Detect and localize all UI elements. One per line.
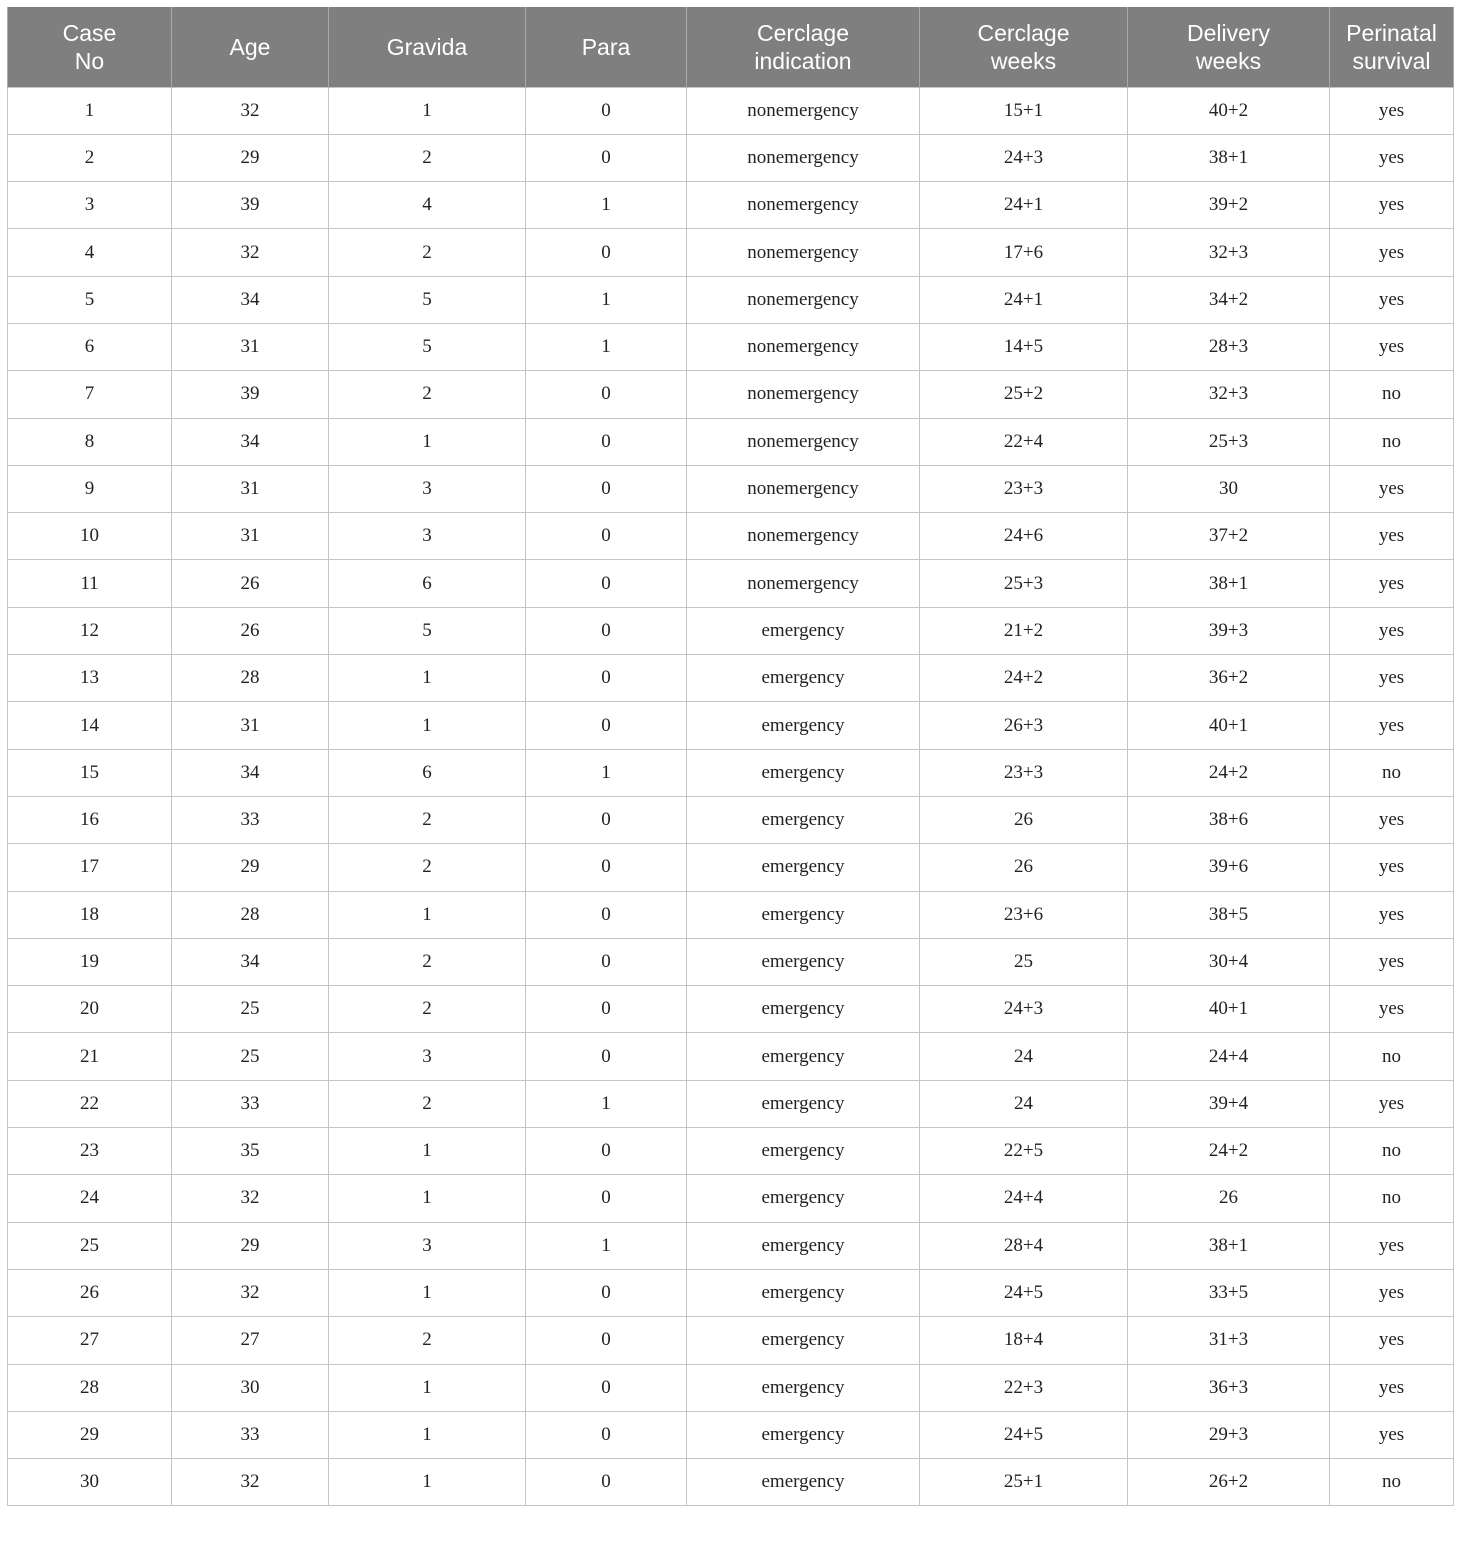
cell-cerclage-indication: emergency: [687, 1459, 920, 1506]
cell-delivery-weeks: 39+6: [1128, 844, 1330, 891]
cell-gravida: 5: [329, 323, 526, 370]
cell-perinatal-survival: yes: [1330, 986, 1454, 1033]
cell-gravida: 6: [329, 560, 526, 607]
cell-gravida: 4: [329, 182, 526, 229]
cell-age: 32: [172, 1175, 329, 1222]
cell-age: 28: [172, 891, 329, 938]
table-row: [8, 749, 1454, 796]
cell-delivery-weeks: 31+3: [1128, 1317, 1330, 1364]
table-row: [8, 182, 1454, 229]
cell-case-no: 22: [8, 1080, 172, 1127]
cell-age: 26: [172, 607, 329, 654]
cell-gravida: 3: [329, 465, 526, 512]
cell-cerclage-weeks: 22+4: [920, 418, 1128, 465]
cell-para: 0: [526, 938, 687, 985]
cell-delivery-weeks: 25+3: [1128, 418, 1330, 465]
cell-delivery-weeks: 26: [1128, 1175, 1330, 1222]
cell-perinatal-survival: yes: [1330, 87, 1454, 134]
cell-cerclage-weeks: 26: [920, 844, 1128, 891]
cell-para: 1: [526, 749, 687, 796]
header-label-line: No: [74, 47, 105, 74]
cell-case-no: 16: [8, 796, 172, 843]
cell-cerclage-weeks: 26+3: [920, 702, 1128, 749]
cell-case-no: 5: [8, 276, 172, 323]
cell-age: 34: [172, 938, 329, 985]
cell-perinatal-survival: no: [1330, 1175, 1454, 1222]
cell-para: 0: [526, 513, 687, 560]
table-row: [8, 702, 1454, 749]
cell-age: 32: [172, 1269, 329, 1316]
cell-cerclage-indication: nonemergency: [687, 371, 920, 418]
header-case-no: [8, 7, 172, 87]
table-row: [8, 276, 1454, 323]
cell-cerclage-indication: nonemergency: [687, 229, 920, 276]
table-row: [8, 418, 1454, 465]
cell-delivery-weeks: 38+1: [1128, 560, 1330, 607]
header-label-line: Gravida: [386, 33, 468, 60]
cell-perinatal-survival: yes: [1330, 1222, 1454, 1269]
cell-gravida: 1: [329, 655, 526, 702]
cell-delivery-weeks: 34+2: [1128, 276, 1330, 323]
cell-para: 0: [526, 607, 687, 654]
header-label-line: weeks: [1195, 47, 1262, 74]
cell-gravida: 3: [329, 1222, 526, 1269]
cell-gravida: 5: [329, 276, 526, 323]
cell-gravida: 1: [329, 891, 526, 938]
cell-gravida: 6: [329, 749, 526, 796]
header-delivery-weeks: [1128, 7, 1330, 87]
cell-gravida: 1: [329, 1411, 526, 1458]
cell-age: 34: [172, 276, 329, 323]
case-table: [7, 7, 1454, 1506]
table-row: [8, 938, 1454, 985]
cell-perinatal-survival: yes: [1330, 182, 1454, 229]
cell-para: 0: [526, 986, 687, 1033]
cell-cerclage-weeks: 14+5: [920, 323, 1128, 370]
cell-gravida: 1: [329, 418, 526, 465]
cell-para: 0: [526, 702, 687, 749]
table-header: [8, 7, 1454, 87]
cell-delivery-weeks: 24+2: [1128, 1128, 1330, 1175]
cell-para: 0: [526, 1128, 687, 1175]
cell-gravida: 2: [329, 1317, 526, 1364]
cell-gravida: 2: [329, 134, 526, 181]
table-row: [8, 87, 1454, 134]
table-row: [8, 323, 1454, 370]
cell-cerclage-weeks: 24+1: [920, 182, 1128, 229]
cell-delivery-weeks: 38+5: [1128, 891, 1330, 938]
cell-cerclage-weeks: 22+5: [920, 1128, 1128, 1175]
cell-gravida: 2: [329, 986, 526, 1033]
cell-delivery-weeks: 39+4: [1128, 1080, 1330, 1127]
cell-perinatal-survival: yes: [1330, 844, 1454, 891]
table-row: [8, 560, 1454, 607]
cell-cerclage-weeks: 24+3: [920, 134, 1128, 181]
cell-cerclage-indication: emergency: [687, 938, 920, 985]
cell-para: 0: [526, 844, 687, 891]
cell-para: 0: [526, 560, 687, 607]
cell-case-no: 2: [8, 134, 172, 181]
table-row: [8, 655, 1454, 702]
cell-cerclage-indication: emergency: [687, 655, 920, 702]
cell-case-no: 23: [8, 1128, 172, 1175]
cell-age: 39: [172, 182, 329, 229]
cell-cerclage-indication: emergency: [687, 1080, 920, 1127]
cell-perinatal-survival: no: [1330, 1128, 1454, 1175]
cell-case-no: 4: [8, 229, 172, 276]
cell-case-no: 14: [8, 702, 172, 749]
cell-para: 1: [526, 1222, 687, 1269]
cell-delivery-weeks: 37+2: [1128, 513, 1330, 560]
cell-para: 0: [526, 1175, 687, 1222]
cell-delivery-weeks: 32+3: [1128, 371, 1330, 418]
cell-cerclage-indication: emergency: [687, 1269, 920, 1316]
cell-delivery-weeks: 39+2: [1128, 182, 1330, 229]
cell-age: 30: [172, 1364, 329, 1411]
cell-para: 0: [526, 1459, 687, 1506]
header-label-line: Delivery: [1186, 19, 1271, 46]
cell-cerclage-weeks: 23+3: [920, 749, 1128, 796]
cell-cerclage-indication: nonemergency: [687, 87, 920, 134]
cell-case-no: 19: [8, 938, 172, 985]
table-row: [8, 796, 1454, 843]
cell-cerclage-indication: emergency: [687, 702, 920, 749]
cell-cerclage-indication: nonemergency: [687, 276, 920, 323]
table-row: [8, 1459, 1454, 1506]
cell-para: 0: [526, 1269, 687, 1316]
cell-age: 34: [172, 418, 329, 465]
cell-cerclage-indication: emergency: [687, 749, 920, 796]
cell-cerclage-weeks: 24: [920, 1033, 1128, 1080]
cell-cerclage-weeks: 18+4: [920, 1317, 1128, 1364]
cell-case-no: 26: [8, 1269, 172, 1316]
cell-age: 29: [172, 1222, 329, 1269]
cell-gravida: 2: [329, 229, 526, 276]
cell-cerclage-indication: nonemergency: [687, 465, 920, 512]
cell-age: 25: [172, 1033, 329, 1080]
header-label-line: Cerclage: [756, 19, 850, 46]
cell-gravida: 1: [329, 1364, 526, 1411]
cell-cerclage-indication: nonemergency: [687, 513, 920, 560]
cell-case-no: 18: [8, 891, 172, 938]
cell-age: 35: [172, 1128, 329, 1175]
cell-perinatal-survival: yes: [1330, 655, 1454, 702]
cell-age: 33: [172, 1080, 329, 1127]
header-para: [526, 7, 687, 87]
header-gravida: [329, 7, 526, 87]
cell-para: 0: [526, 796, 687, 843]
header-label-line: indication: [754, 47, 852, 74]
table-row: [8, 1364, 1454, 1411]
cell-age: 28: [172, 655, 329, 702]
cell-case-no: 30: [8, 1459, 172, 1506]
cell-cerclage-indication: emergency: [687, 796, 920, 843]
cell-case-no: 13: [8, 655, 172, 702]
cell-perinatal-survival: yes: [1330, 229, 1454, 276]
cell-perinatal-survival: no: [1330, 418, 1454, 465]
cell-cerclage-weeks: 23+3: [920, 465, 1128, 512]
cell-delivery-weeks: 36+2: [1128, 655, 1330, 702]
table-row: [8, 607, 1454, 654]
cell-case-no: 11: [8, 560, 172, 607]
cell-delivery-weeks: 32+3: [1128, 229, 1330, 276]
cell-delivery-weeks: 38+1: [1128, 1222, 1330, 1269]
cell-cerclage-indication: emergency: [687, 1175, 920, 1222]
cell-gravida: 1: [329, 87, 526, 134]
cell-para: 0: [526, 418, 687, 465]
cell-perinatal-survival: yes: [1330, 1364, 1454, 1411]
header-label-line: Perinatal: [1346, 19, 1437, 46]
header-perinatal-survival: [1330, 7, 1454, 87]
cell-gravida: 2: [329, 938, 526, 985]
table-row: [8, 1033, 1454, 1080]
cell-delivery-weeks: 40+1: [1128, 986, 1330, 1033]
cell-age: 34: [172, 749, 329, 796]
cell-delivery-weeks: 33+5: [1128, 1269, 1330, 1316]
cell-cerclage-weeks: 26: [920, 796, 1128, 843]
cell-cerclage-indication: emergency: [687, 891, 920, 938]
cell-perinatal-survival: yes: [1330, 1411, 1454, 1458]
cell-perinatal-survival: yes: [1330, 1317, 1454, 1364]
table-row: [8, 465, 1454, 512]
cell-para: 0: [526, 891, 687, 938]
cell-cerclage-weeks: 24+4: [920, 1175, 1128, 1222]
cell-case-no: 28: [8, 1364, 172, 1411]
cell-perinatal-survival: yes: [1330, 560, 1454, 607]
cell-case-no: 29: [8, 1411, 172, 1458]
cell-cerclage-weeks: 24+2: [920, 655, 1128, 702]
cell-gravida: 2: [329, 796, 526, 843]
cell-cerclage-indication: emergency: [687, 986, 920, 1033]
header-row: [8, 7, 1454, 87]
cell-perinatal-survival: yes: [1330, 796, 1454, 843]
cell-case-no: 25: [8, 1222, 172, 1269]
cell-cerclage-weeks: 25: [920, 938, 1128, 985]
cell-perinatal-survival: no: [1330, 1459, 1454, 1506]
cell-perinatal-survival: yes: [1330, 891, 1454, 938]
cell-cerclage-indication: nonemergency: [687, 182, 920, 229]
cell-case-no: 3: [8, 182, 172, 229]
cell-cerclage-weeks: 24: [920, 1080, 1128, 1127]
cell-cerclage-weeks: 24+6: [920, 513, 1128, 560]
cell-case-no: 12: [8, 607, 172, 654]
header-label-line: weeks: [990, 47, 1057, 74]
table-row: [8, 229, 1454, 276]
cell-cerclage-weeks: 21+2: [920, 607, 1128, 654]
cell-cerclage-weeks: 24+3: [920, 986, 1128, 1033]
cell-perinatal-survival: no: [1330, 749, 1454, 796]
cell-cerclage-indication: emergency: [687, 1411, 920, 1458]
cell-perinatal-survival: no: [1330, 371, 1454, 418]
cell-cerclage-indication: nonemergency: [687, 134, 920, 181]
cell-age: 31: [172, 702, 329, 749]
cell-cerclage-indication: nonemergency: [687, 560, 920, 607]
cell-case-no: 27: [8, 1317, 172, 1364]
cell-cerclage-indication: emergency: [687, 607, 920, 654]
table-row: [8, 844, 1454, 891]
cell-cerclage-weeks: 28+4: [920, 1222, 1128, 1269]
cell-gravida: 1: [329, 1128, 526, 1175]
table-row: [8, 1128, 1454, 1175]
cell-age: 32: [172, 229, 329, 276]
cell-age: 32: [172, 1459, 329, 1506]
cell-case-no: 15: [8, 749, 172, 796]
cell-delivery-weeks: 39+3: [1128, 607, 1330, 654]
cell-case-no: 6: [8, 323, 172, 370]
table-row: [8, 371, 1454, 418]
cell-delivery-weeks: 28+3: [1128, 323, 1330, 370]
cell-cerclage-weeks: 17+6: [920, 229, 1128, 276]
cell-para: 1: [526, 323, 687, 370]
cell-para: 1: [526, 1080, 687, 1127]
cell-cerclage-weeks: 25+1: [920, 1459, 1128, 1506]
table-row: [8, 1269, 1454, 1316]
cell-cerclage-indication: emergency: [687, 1222, 920, 1269]
cell-delivery-weeks: 26+2: [1128, 1459, 1330, 1506]
table-row: [8, 891, 1454, 938]
cell-cerclage-indication: emergency: [687, 1317, 920, 1364]
table-row: [8, 1080, 1454, 1127]
cell-cerclage-weeks: 23+6: [920, 891, 1128, 938]
table-row: [8, 1175, 1454, 1222]
cell-age: 29: [172, 134, 329, 181]
cell-gravida: 1: [329, 702, 526, 749]
cell-cerclage-weeks: 25+2: [920, 371, 1128, 418]
cell-gravida: 2: [329, 1080, 526, 1127]
cell-cerclage-indication: emergency: [687, 1128, 920, 1175]
header-label-line: survival: [1352, 47, 1431, 74]
cell-age: 26: [172, 560, 329, 607]
header-age: [172, 7, 329, 87]
cell-cerclage-indication: emergency: [687, 844, 920, 891]
case-table-container: [7, 7, 1453, 1506]
cell-perinatal-survival: yes: [1330, 1080, 1454, 1127]
cell-case-no: 7: [8, 371, 172, 418]
cell-cerclage-indication: nonemergency: [687, 323, 920, 370]
cell-delivery-weeks: 30+4: [1128, 938, 1330, 985]
cell-age: 25: [172, 986, 329, 1033]
cell-perinatal-survival: yes: [1330, 323, 1454, 370]
cell-delivery-weeks: 24+2: [1128, 749, 1330, 796]
cell-gravida: 5: [329, 607, 526, 654]
cell-para: 0: [526, 229, 687, 276]
cell-delivery-weeks: 29+3: [1128, 1411, 1330, 1458]
cell-para: 0: [526, 1033, 687, 1080]
table-row: [8, 986, 1454, 1033]
cell-para: 0: [526, 87, 687, 134]
cell-age: 29: [172, 844, 329, 891]
cell-perinatal-survival: yes: [1330, 938, 1454, 985]
cell-perinatal-survival: yes: [1330, 513, 1454, 560]
cell-gravida: 3: [329, 513, 526, 560]
cell-para: 0: [526, 1317, 687, 1364]
cell-delivery-weeks: 24+4: [1128, 1033, 1330, 1080]
header-label-line: Case: [62, 19, 117, 46]
cell-delivery-weeks: 40+1: [1128, 702, 1330, 749]
cell-delivery-weeks: 38+1: [1128, 134, 1330, 181]
cell-perinatal-survival: no: [1330, 1033, 1454, 1080]
table-body: [8, 87, 1454, 1506]
cell-case-no: 1: [8, 87, 172, 134]
cell-age: 39: [172, 371, 329, 418]
header-cerclage-indication: [687, 7, 920, 87]
cell-cerclage-indication: emergency: [687, 1364, 920, 1411]
cell-delivery-weeks: 40+2: [1128, 87, 1330, 134]
cell-age: 33: [172, 1411, 329, 1458]
cell-para: 0: [526, 465, 687, 512]
cell-case-no: 9: [8, 465, 172, 512]
header-label-line: Cerclage: [977, 19, 1070, 46]
cell-perinatal-survival: yes: [1330, 607, 1454, 654]
cell-case-no: 10: [8, 513, 172, 560]
cell-para: 1: [526, 182, 687, 229]
cell-para: 0: [526, 655, 687, 702]
cell-gravida: 2: [329, 844, 526, 891]
cell-gravida: 1: [329, 1459, 526, 1506]
cell-perinatal-survival: yes: [1330, 465, 1454, 512]
cell-perinatal-survival: yes: [1330, 134, 1454, 181]
cell-case-no: 24: [8, 1175, 172, 1222]
cell-cerclage-indication: nonemergency: [687, 418, 920, 465]
cell-perinatal-survival: yes: [1330, 276, 1454, 323]
cell-cerclage-weeks: 24+1: [920, 276, 1128, 323]
cell-age: 32: [172, 87, 329, 134]
cell-gravida: 3: [329, 1033, 526, 1080]
table-row: [8, 1317, 1454, 1364]
header-label-line: Age: [229, 33, 271, 60]
table-row: [8, 1411, 1454, 1458]
cell-gravida: 2: [329, 371, 526, 418]
cell-age: 31: [172, 323, 329, 370]
header-label-line: Para: [581, 33, 631, 60]
cell-delivery-weeks: 36+3: [1128, 1364, 1330, 1411]
table-row: [8, 134, 1454, 181]
cell-gravida: 1: [329, 1269, 526, 1316]
cell-case-no: 21: [8, 1033, 172, 1080]
header-cerclage-weeks: [920, 7, 1128, 87]
cell-para: 1: [526, 276, 687, 323]
cell-para: 0: [526, 371, 687, 418]
cell-age: 27: [172, 1317, 329, 1364]
cell-age: 33: [172, 796, 329, 843]
cell-cerclage-weeks: 22+3: [920, 1364, 1128, 1411]
cell-para: 0: [526, 134, 687, 181]
cell-cerclage-indication: emergency: [687, 1033, 920, 1080]
cell-cerclage-weeks: 24+5: [920, 1411, 1128, 1458]
cell-cerclage-weeks: 25+3: [920, 560, 1128, 607]
cell-para: 0: [526, 1411, 687, 1458]
cell-delivery-weeks: 38+6: [1128, 796, 1330, 843]
cell-gravida: 1: [329, 1175, 526, 1222]
cell-para: 0: [526, 1364, 687, 1411]
table-row: [8, 513, 1454, 560]
cell-age: 31: [172, 513, 329, 560]
cell-case-no: 17: [8, 844, 172, 891]
cell-delivery-weeks: 30: [1128, 465, 1330, 512]
cell-case-no: 8: [8, 418, 172, 465]
cell-age: 31: [172, 465, 329, 512]
cell-cerclage-weeks: 15+1: [920, 87, 1128, 134]
cell-cerclage-weeks: 24+5: [920, 1269, 1128, 1316]
table-row: [8, 1222, 1454, 1269]
cell-case-no: 20: [8, 986, 172, 1033]
cell-perinatal-survival: yes: [1330, 702, 1454, 749]
cell-perinatal-survival: yes: [1330, 1269, 1454, 1316]
